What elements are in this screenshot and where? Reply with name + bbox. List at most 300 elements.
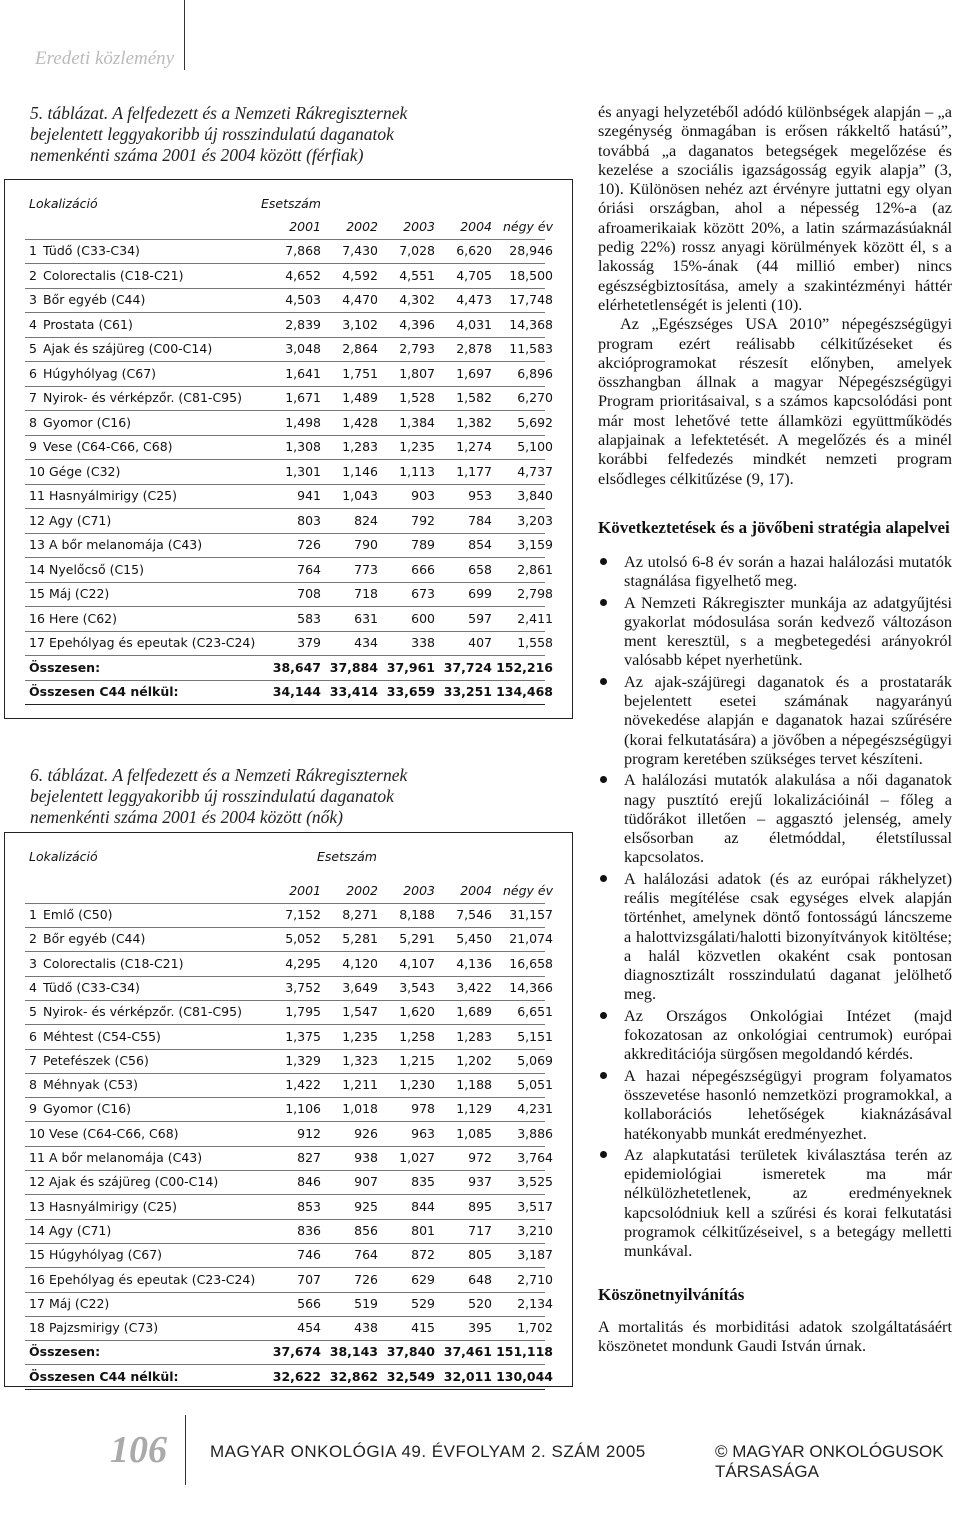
row-value: 2,864 — [342, 341, 378, 356]
row-value: 1,043 — [342, 488, 378, 503]
row-value: 707 — [297, 1271, 321, 1287]
row-rank: 15 — [29, 1247, 45, 1263]
row-value: 658 — [468, 561, 492, 577]
row-site: Epehólyag és epeutak (C23-C24) — [49, 1271, 256, 1287]
row-value: 7,028 — [399, 243, 435, 258]
row-site: Nyirok- és vérképzőr. (C81-C95) — [43, 390, 242, 405]
row-value: 4,302 — [399, 292, 435, 307]
row-rank: 7 — [29, 390, 37, 405]
table-row — [25, 1268, 553, 1293]
row-value: 395 — [468, 1320, 492, 1336]
table-row — [25, 264, 553, 289]
total-value: 37,884 — [329, 659, 378, 675]
conclusion-item: Az Országos Onkológiai Intézet (majd fokozatosan az onkológiai centrumok) európai akkreditációja sürgősen megoldandó kérdés. — [598, 1006, 952, 1064]
total-row — [25, 1365, 553, 1390]
row-value: 1,258 — [399, 1028, 435, 1044]
table6 — [25, 833, 553, 1386]
row-value: 3,187 — [517, 1247, 553, 1263]
row-value: 1,202 — [456, 1052, 492, 1068]
total-value: 33,251 — [443, 684, 492, 699]
row-site: Here (C62) — [49, 610, 118, 626]
row-value: 1,323 — [342, 1052, 378, 1068]
table-row — [25, 1316, 553, 1341]
table-row — [25, 411, 553, 436]
row-value: 4,737 — [517, 463, 553, 479]
row-value: 836 — [297, 1222, 321, 1238]
row-value: 673 — [411, 586, 435, 601]
table-row — [25, 927, 553, 952]
row-value: 1,235 — [342, 1028, 378, 1044]
row-rank: 12 — [29, 1174, 45, 1190]
row-value: 3,840 — [517, 488, 553, 503]
row-value: 1,211 — [342, 1077, 378, 1093]
row-value: 1,027 — [399, 1150, 435, 1165]
conclusion-item: Az alapkutatási területek kiválasztása terén az epidemiológiai ismeretek ma már nélkülözhetetlenek, az eredményeknek kapcsolódniuk kell a szűrési és korai felkutatási programok célkitűzéseivel, s a betegágy melletti munkával. — [598, 1145, 952, 1261]
row-rank: 6 — [29, 1028, 37, 1044]
table-header — [25, 192, 545, 216]
row-value: 3,764 — [517, 1150, 553, 1165]
conclusion-item: A halálozási adatok (és az európai rákhelyzet) reális megítélése csak egységes elvek alapján történhet, amelynek döntő fontosságú láncszeme a halottvizsgálati/halotti bizonyítványok kitöltése; a halál közvetlen okaként csak pontosan diagnosztizált rosszindulatú daganat jelölhető meg. — [598, 869, 952, 1004]
row-value: 1,547 — [342, 1004, 378, 1020]
row-rank: 1 — [29, 243, 37, 258]
row-value: 8,188 — [399, 907, 435, 922]
row-value: 903 — [411, 488, 435, 503]
row-value: 4,120 — [342, 955, 378, 971]
total-value: 37,840 — [386, 1344, 435, 1360]
row-value: 1,106 — [285, 1101, 321, 1117]
table-row — [25, 952, 553, 977]
total-value: 37,461 — [443, 1344, 492, 1360]
row-rank: 3 — [29, 955, 37, 971]
table-row — [25, 1243, 553, 1268]
row-value: 5,692 — [517, 414, 553, 430]
conclusion-item: A Nemzeti Rákregiszter munkája az adatgyűjtési gyakorlat módosulása során kedvező változáson ment keresztül, s a megbetegedési arányokról valósabb képet nyerhetünk. — [598, 593, 952, 670]
row-site: Gyomor (C16) — [43, 1101, 132, 1117]
row-site: Gége (C32) — [49, 463, 121, 479]
row-site: Ajak és szájüreg (C00-C14) — [43, 341, 213, 356]
row-rank: 8 — [29, 414, 37, 430]
row-value: 1,795 — [285, 1004, 321, 1020]
total-value: 37,674 — [272, 1344, 321, 1360]
row-value: 937 — [468, 1174, 492, 1190]
row-site: Tüdő (C33-C34) — [43, 979, 140, 995]
row-value: 1,301 — [285, 463, 321, 479]
table-row — [25, 1000, 553, 1025]
row-value: 801 — [411, 1222, 435, 1238]
total-value: 34,144 — [272, 684, 321, 699]
row-value: 434 — [354, 635, 378, 650]
total-value: 32,622 — [272, 1368, 321, 1384]
table6-caption: 6. táblázat. A felfedezett és a Nemzeti Rákregiszternek bejelentett leggyakoribb új rosszindulatú daganatok nemenkénti száma 2001 és 2004 között (nők) — [30, 765, 408, 827]
row-site: Bőr egyéb (C44) — [43, 292, 146, 307]
row-value: 1,384 — [399, 414, 435, 430]
page-number: 106 — [110, 1429, 167, 1471]
row-value: 1,751 — [342, 365, 378, 381]
row-value: 726 — [354, 1271, 378, 1287]
total-value: 38,647 — [272, 659, 321, 675]
row-rank: 17 — [29, 635, 45, 650]
row-value: 583 — [297, 610, 321, 626]
row-value: 773 — [354, 561, 378, 577]
row-value: 1,113 — [399, 463, 435, 479]
conclusion-item: A hazai népegészségügyi program folyamatos összevetése hasonló nemzetközi programokkal, a kollaborációs lehetőségek kiaknázásával hatékonyabb munkát eredményezhet. — [598, 1066, 952, 1143]
column-header-localization: Lokalizáció — [29, 196, 98, 211]
column-header-year: 2001 — [289, 218, 321, 234]
row-value: 872 — [411, 1247, 435, 1263]
column-header-year: 2003 — [403, 218, 435, 234]
row-value: 856 — [354, 1222, 378, 1238]
row-value: 764 — [354, 1247, 378, 1263]
row-value: 895 — [468, 1198, 492, 1214]
table-row — [25, 631, 553, 656]
row-value: 1,085 — [456, 1125, 492, 1141]
row-value: 4,107 — [399, 955, 435, 971]
total-value: 33,414 — [329, 684, 378, 699]
row-value: 1,620 — [399, 1004, 435, 1020]
row-value: 1,382 — [456, 414, 492, 430]
row-value: 1,498 — [285, 414, 321, 430]
row-value: 21,074 — [509, 931, 553, 947]
column-header-year: négy év — [502, 882, 553, 898]
row-value: 648 — [468, 1271, 492, 1287]
total-value: 37,724 — [443, 659, 492, 675]
row-value: 8,271 — [342, 907, 378, 922]
row-value: 972 — [468, 1150, 492, 1165]
row-value: 3,525 — [517, 1174, 553, 1190]
row-site: Máj (C22) — [49, 586, 110, 601]
row-value: 6,270 — [517, 390, 553, 405]
row-rank: 3 — [29, 292, 37, 307]
row-value: 7,430 — [342, 243, 378, 258]
total-value: 33,659 — [386, 684, 435, 699]
table-row — [25, 1219, 553, 1244]
row-value: 5,051 — [517, 1077, 553, 1093]
row-rank: 5 — [29, 1004, 37, 1020]
row-rank: 14 — [29, 561, 45, 577]
row-value: 5,450 — [456, 931, 492, 947]
row-value: 6,651 — [517, 1004, 553, 1020]
row-value: 4,592 — [342, 267, 378, 283]
total-value: 130,044 — [496, 1368, 553, 1384]
row-rank: 10 — [29, 463, 45, 479]
row-value: 726 — [297, 537, 321, 552]
row-rank: 18 — [29, 1320, 45, 1336]
row-value: 1,702 — [517, 1320, 553, 1336]
row-value: 764 — [297, 561, 321, 577]
row-value: 3,203 — [517, 512, 553, 528]
conclusion-list — [598, 552, 952, 1261]
row-value: 1,428 — [342, 414, 378, 430]
table-row — [25, 386, 553, 411]
acknowledgement-text: A mortalitás és morbiditási adatok szolgáltatásáért köszönetet mondunk Gaudi István úrnak. — [598, 1316, 952, 1355]
table-row — [25, 976, 553, 1001]
row-site: Húgyhólyag (C67) — [43, 365, 157, 381]
row-site: Méhtest (C54-C55) — [43, 1028, 161, 1044]
row-rank: 5 — [29, 341, 37, 356]
row-value: 3,048 — [285, 341, 321, 356]
column-header-year: 2001 — [289, 882, 321, 898]
row-rank: 13 — [29, 1198, 45, 1214]
row-value: 1,283 — [342, 439, 378, 454]
table5-caption: 5. táblázat. A felfedezett és a Nemzeti Rákregiszternek bejelentett leggyakoribb új rosszindulatú daganatok nemenkénti száma 2001 és 2004 között (férfiak) — [30, 103, 408, 165]
row-site: Nyelőcső (C15) — [49, 561, 144, 577]
row-value: 1,422 — [285, 1077, 321, 1093]
row-value: 4,396 — [399, 316, 435, 332]
table-row — [25, 582, 553, 607]
row-rank: 2 — [29, 931, 37, 947]
table-row — [25, 1170, 553, 1195]
row-value: 1,188 — [456, 1077, 492, 1093]
row-value: 912 — [297, 1125, 321, 1141]
total-value: 37,961 — [386, 659, 435, 675]
table-header-years — [25, 215, 553, 240]
row-value: 827 — [297, 1150, 321, 1165]
row-site: Pajzsmirigy (C73) — [49, 1320, 159, 1336]
column-header-cases: Esetszám — [317, 849, 377, 864]
row-value: 520 — [468, 1295, 492, 1311]
row-value: 11,583 — [509, 341, 553, 356]
row-value: 4,473 — [456, 292, 492, 307]
row-value: 4,503 — [285, 292, 321, 307]
row-rank: 11 — [29, 488, 45, 503]
paragraph: és anyagi helyzetéből adódó különbségek alapján – „a szegénység önmagában is erősen rákkeltő hatású”, továbbá „a daganatos betegségek megelőzése és kezelése a szociális igazságosság egyik alapja” (3, 10). Különösen nehéz azt érvényre juttatni egy olyan óriási országban, ahol a népesség 12%-a (az afroamerikaiak között 20%, a latin származásúaknál pedig 22%) rossz anyagi körülmények között él, s a lakosság 15%-ának (44 millió ember) nincs egészségbiztosítása, amely a szakintézményi háttér elérhetetlenségét is jelenti (10). — [598, 102, 952, 314]
row-rank: 13 — [29, 537, 45, 552]
section-heading: Következtetések és a jövőbeni stratégia alapelvei — [598, 517, 950, 537]
row-value: 792 — [411, 512, 435, 528]
total-label: Összesen: — [29, 1344, 101, 1360]
row-value: 2,878 — [456, 341, 492, 356]
row-rank: 1 — [29, 907, 37, 922]
row-value: 963 — [411, 1125, 435, 1141]
row-value: 631 — [354, 610, 378, 626]
row-rank: 4 — [29, 979, 37, 995]
row-value: 3,102 — [342, 316, 378, 332]
column-header-year: 2004 — [460, 218, 492, 234]
total-row — [25, 656, 553, 681]
row-value: 2,793 — [399, 341, 435, 356]
row-site: Colorectalis (C18-C21) — [43, 267, 184, 283]
total-label: Összesen: — [29, 659, 101, 675]
row-value: 4,295 — [285, 955, 321, 971]
row-value: 835 — [411, 1174, 435, 1190]
row-value: 1,177 — [456, 463, 492, 479]
table-row — [25, 1097, 553, 1122]
table-row — [25, 1025, 553, 1050]
row-value: 5,281 — [342, 931, 378, 947]
row-value: 3,159 — [517, 537, 553, 552]
column-header-year: 2002 — [346, 882, 378, 898]
row-rank: 7 — [29, 1052, 37, 1068]
row-site: Hasnyálmirigy (C25) — [49, 1198, 177, 1214]
row-value: 1,489 — [342, 390, 378, 405]
row-value: 2,134 — [517, 1295, 553, 1311]
total-row — [25, 680, 553, 705]
row-value: 14,366 — [509, 979, 553, 995]
row-value: 4,705 — [456, 267, 492, 283]
row-value: 2,839 — [285, 316, 321, 332]
row-value: 853 — [297, 1198, 321, 1214]
row-value: 746 — [297, 1247, 321, 1263]
column-header-year: 2004 — [460, 882, 492, 898]
row-value: 6,620 — [456, 243, 492, 258]
table6-box — [4, 832, 573, 1387]
row-site: A bőr melanomája (C43) — [49, 1150, 203, 1165]
table-row — [25, 337, 553, 362]
row-value: 1,697 — [456, 365, 492, 381]
table-row — [25, 509, 553, 534]
header-divider — [184, 0, 185, 70]
row-value: 4,551 — [399, 267, 435, 283]
table5-box — [4, 179, 573, 719]
row-value: 907 — [354, 1174, 378, 1190]
right-column — [598, 102, 952, 1355]
row-rank: 15 — [29, 586, 45, 601]
row-value: 3,886 — [517, 1125, 553, 1141]
table-header-years — [25, 879, 553, 904]
row-value: 6,896 — [517, 365, 553, 381]
row-value: 14,368 — [509, 316, 553, 332]
table-row — [25, 239, 553, 264]
row-value: 2,411 — [517, 610, 553, 626]
table-row — [25, 558, 553, 583]
row-value: 600 — [411, 610, 435, 626]
row-rank: 16 — [29, 610, 45, 626]
row-site: A bőr melanomája (C43) — [49, 537, 203, 552]
row-rank: 10 — [29, 1125, 45, 1141]
table-row — [25, 1292, 553, 1317]
row-value: 5,291 — [399, 931, 435, 947]
row-value: 2,710 — [517, 1271, 553, 1287]
row-value: 1,283 — [456, 1028, 492, 1044]
row-site: Nyirok- és vérképzőr. (C81-C95) — [43, 1004, 242, 1020]
row-value: 1,582 — [456, 390, 492, 405]
row-value: 2,861 — [517, 561, 553, 577]
row-value: 784 — [468, 512, 492, 528]
total-value: 32,549 — [386, 1368, 435, 1384]
row-site: Bőr egyéb (C44) — [43, 931, 146, 947]
table-row — [25, 460, 553, 485]
row-value: 1,129 — [456, 1101, 492, 1117]
row-site: Vese (C64-C66, C68) — [49, 1125, 179, 1141]
total-value: 32,862 — [329, 1368, 378, 1384]
row-value: 854 — [468, 537, 492, 552]
row-value: 790 — [354, 537, 378, 552]
row-value: 415 — [411, 1320, 435, 1336]
row-value: 844 — [411, 1198, 435, 1214]
row-value: 18,500 — [509, 267, 553, 283]
row-site: Máj (C22) — [49, 1295, 110, 1311]
row-rank: 17 — [29, 1295, 45, 1311]
column-header-cases: Esetszám — [261, 196, 321, 211]
row-value: 4,031 — [456, 316, 492, 332]
row-value: 7,546 — [456, 907, 492, 922]
row-value: 3,752 — [285, 979, 321, 995]
row-value: 4,231 — [517, 1101, 553, 1117]
paragraph: Az „Egészséges USA 2010” népegészségügyi program ezért reálisabb célkitűzéseket és akcióprogramokat részesít előnyben, amelyek összhangban állnak a magyar Népegészségügyi Program prioritásaival, s a számos kapcsolódási pont már most lehetővé tette államközi együttműködés alapjainak a lefektetését. A megelőzés és a minél korábbi felfedezés mindkét nemzeti program elsődleges célkitűzése (9, 17). — [598, 314, 952, 488]
row-value: 1,329 — [285, 1052, 321, 1068]
total-label: Összesen C44 nélkül: — [29, 684, 179, 699]
row-value: 519 — [354, 1295, 378, 1311]
row-site: Gyomor (C16) — [43, 414, 132, 430]
row-value: 3,210 — [517, 1222, 553, 1238]
row-rank: 6 — [29, 365, 37, 381]
row-site: Tüdő (C33-C34) — [43, 243, 140, 258]
conclusion-item: Az utolsó 6-8 év során a hazai halálozási mutatók stagnálása figyelhető meg. — [598, 552, 952, 591]
row-rank: 14 — [29, 1222, 45, 1238]
conclusion-item: A halálozási mutatók alakulása a női daganatok nagy pusztító erejű lokalizációinál – főleg a tüdőrákot illetően – aggasztó jelenség, amely elsősorban az életmóddal, életstílussal kapcsolatos. — [598, 770, 952, 866]
table-row — [25, 1146, 553, 1171]
row-value: 7,868 — [285, 243, 321, 258]
total-value: 151,118 — [496, 1344, 553, 1360]
row-value: 28,946 — [509, 243, 553, 258]
row-value: 1,641 — [285, 365, 321, 381]
row-site: Vese (C64-C66, C68) — [43, 439, 173, 454]
total-value: 152,216 — [496, 659, 553, 675]
row-value: 938 — [354, 1150, 378, 1165]
row-value: 1,235 — [399, 439, 435, 454]
row-value: 3,422 — [456, 979, 492, 995]
row-value: 407 — [468, 635, 492, 650]
row-value: 978 — [411, 1101, 435, 1117]
total-row — [25, 1340, 553, 1365]
total-value: 38,143 — [329, 1344, 378, 1360]
row-value: 824 — [354, 512, 378, 528]
row-value: 438 — [354, 1320, 378, 1336]
row-rank: 8 — [29, 1077, 37, 1093]
row-value: 1,230 — [399, 1077, 435, 1093]
row-value: 1,528 — [399, 390, 435, 405]
footer-divider — [185, 1415, 186, 1485]
row-value: 805 — [468, 1247, 492, 1263]
row-value: 3,543 — [399, 979, 435, 995]
row-value: 699 — [468, 586, 492, 601]
table-row — [25, 533, 553, 558]
row-value: 1,558 — [517, 635, 553, 650]
row-value: 1,018 — [342, 1101, 378, 1117]
row-value: 4,652 — [285, 267, 321, 283]
row-site: Agy (C71) — [49, 512, 112, 528]
row-site: Hasnyálmirigy (C25) — [49, 488, 177, 503]
total-value: 32,011 — [443, 1368, 492, 1384]
row-value: 17,748 — [509, 292, 553, 307]
row-value: 529 — [411, 1295, 435, 1311]
row-value: 1,671 — [285, 390, 321, 405]
section-heading: Köszönetnyilvánítás — [598, 1284, 745, 1304]
row-value: 1,689 — [456, 1004, 492, 1020]
table-row — [25, 1049, 553, 1074]
row-value: 953 — [468, 488, 492, 503]
row-site: Agy (C71) — [49, 1222, 112, 1238]
row-value: 4,470 — [342, 292, 378, 307]
table-row — [25, 903, 553, 928]
row-value: 803 — [297, 512, 321, 528]
row-site: Epehólyag és epeutak (C23-C24) — [49, 635, 256, 650]
row-value: 454 — [297, 1320, 321, 1336]
row-value: 3,649 — [342, 979, 378, 995]
conclusion-item: Az ajak-szájüregi daganatok és a prostatarák bejelentett esetei számának nagyarányú növekedése alapján e daganatok hazai szűrésére (korai felkutatására) a jövőben a népegészségügyi program keretében szükséges tervet készíteni. — [598, 672, 952, 768]
row-site: Méhnyak (C53) — [43, 1077, 138, 1093]
row-site: Ajak és szájüreg (C00-C14) — [49, 1174, 219, 1190]
row-value: 5,069 — [517, 1052, 553, 1068]
column-header-localization: Lokalizáció — [29, 849, 98, 864]
row-rank: 12 — [29, 512, 45, 528]
row-value: 31,157 — [509, 907, 553, 922]
row-value: 1,215 — [399, 1052, 435, 1068]
table-row — [25, 607, 553, 632]
row-value: 16,658 — [509, 955, 553, 971]
table-header — [25, 845, 545, 869]
column-header-year: 2002 — [346, 218, 378, 234]
